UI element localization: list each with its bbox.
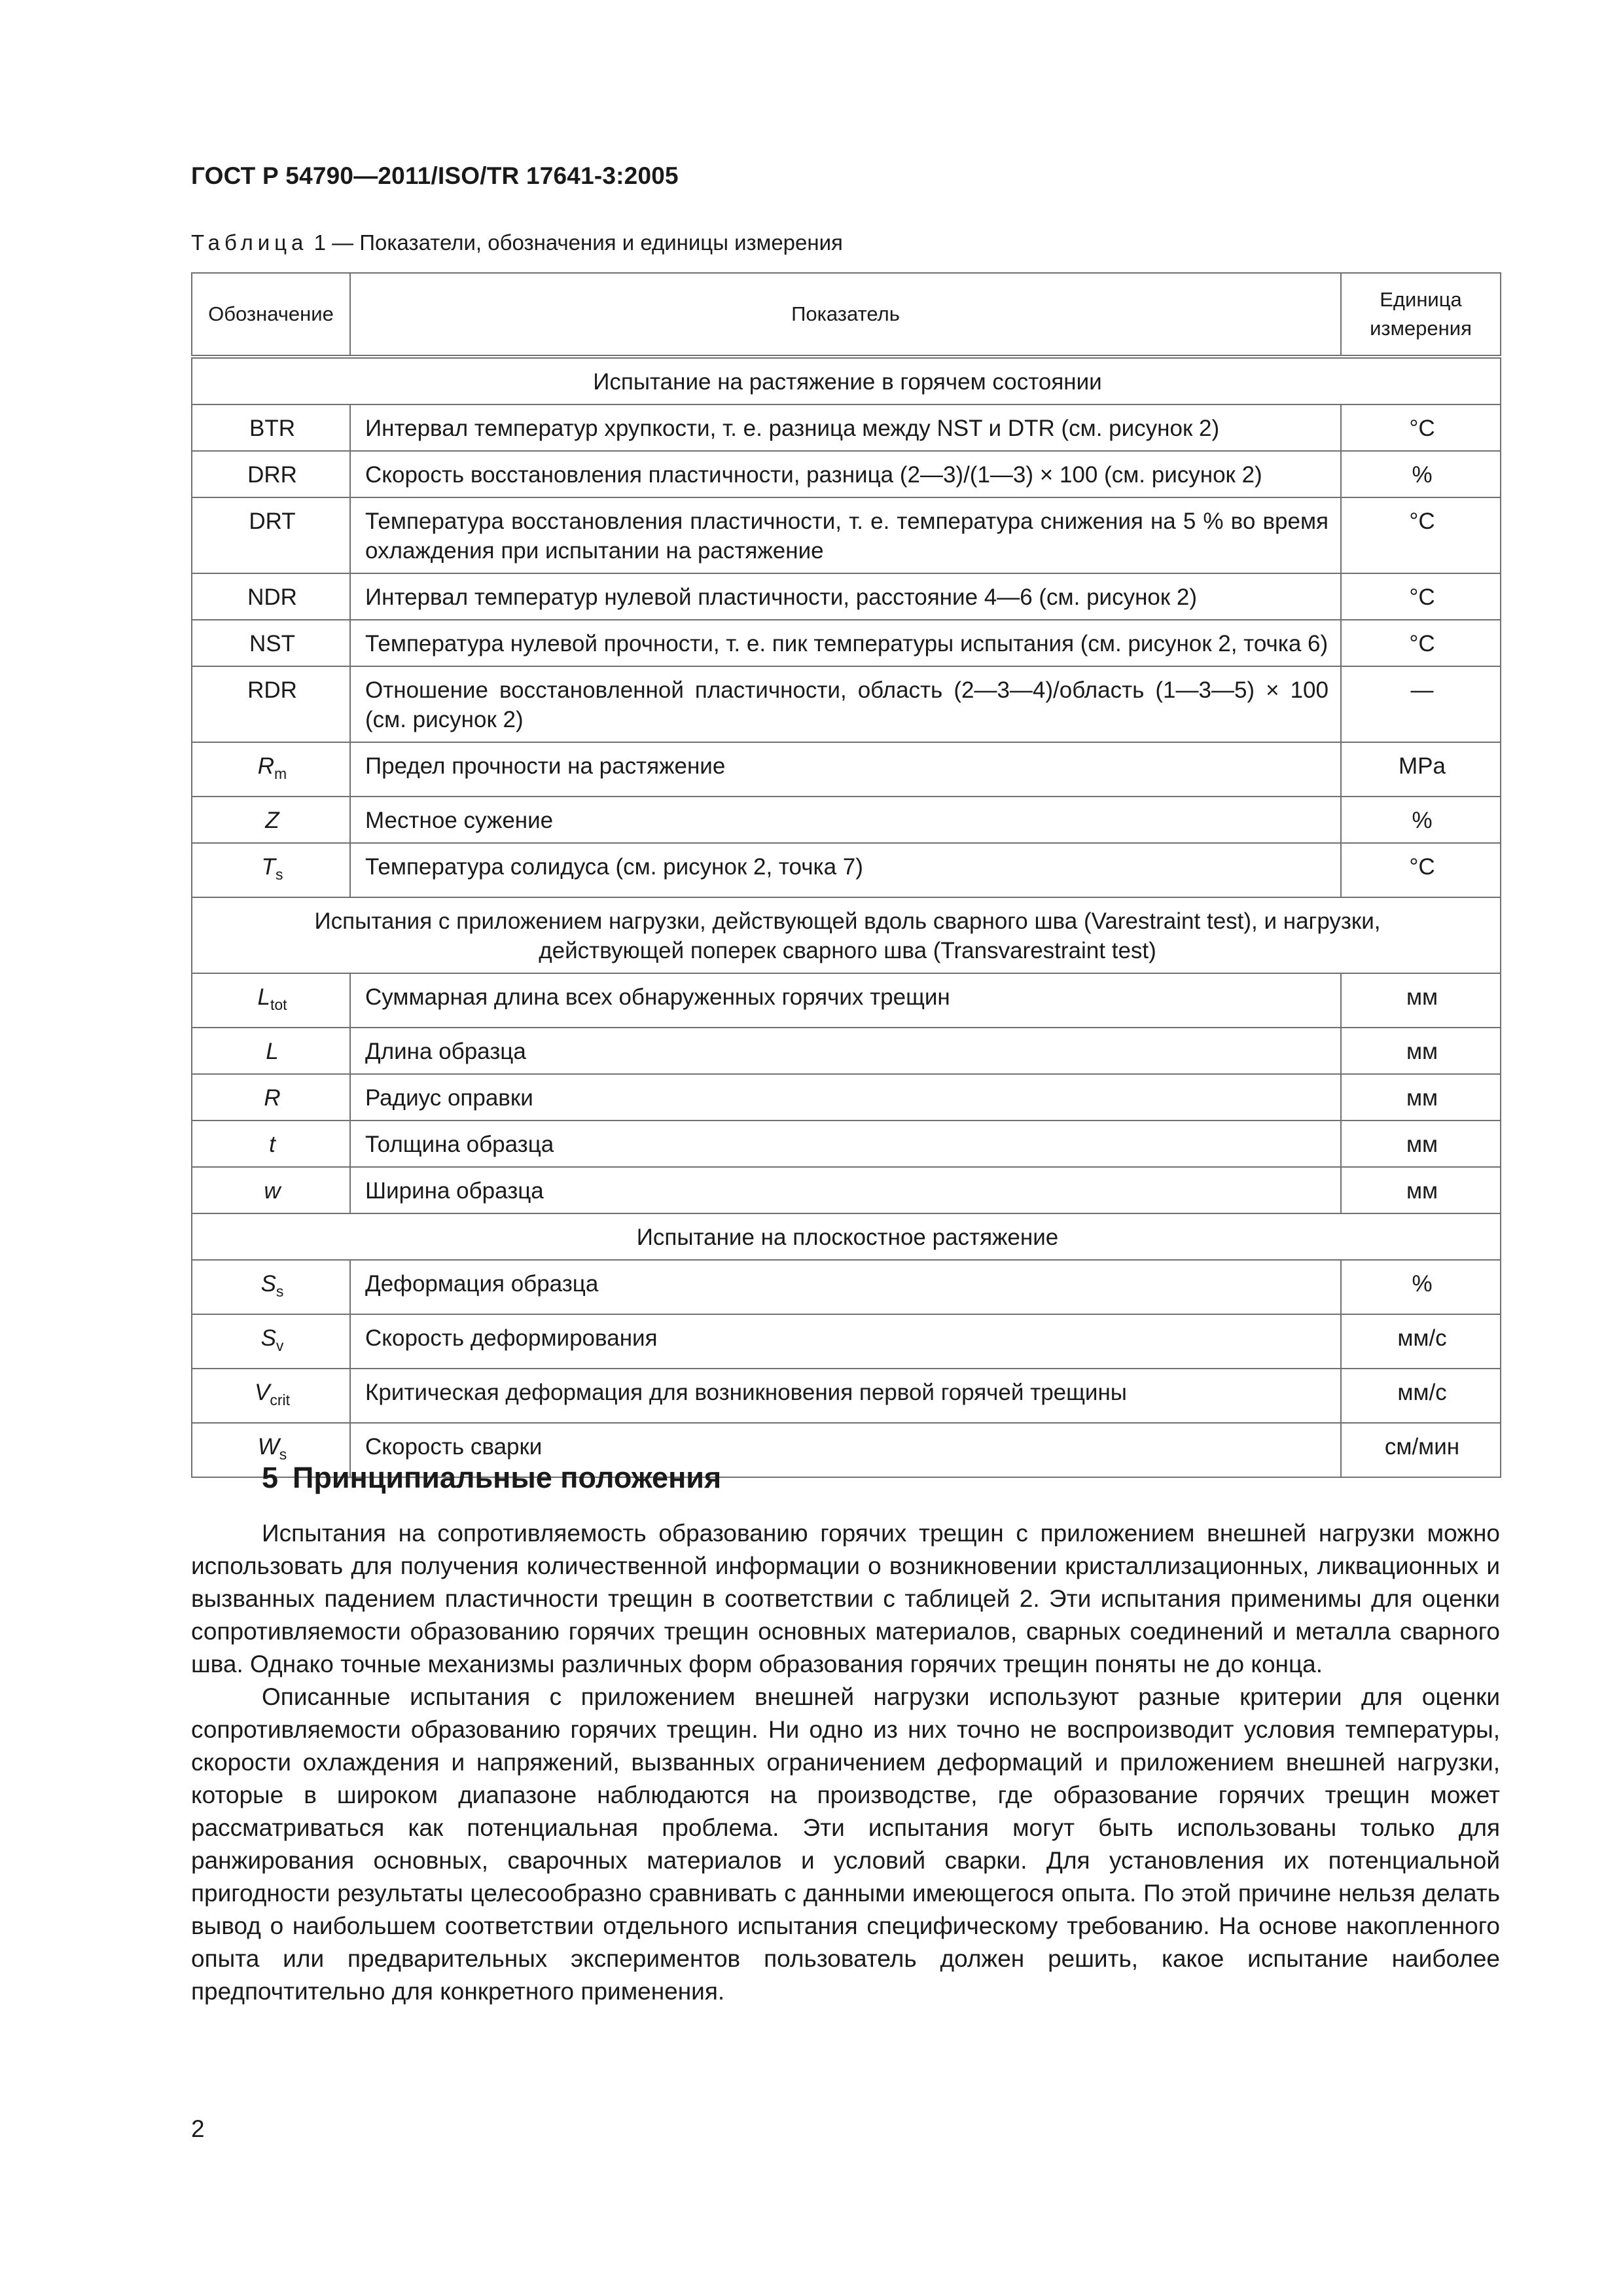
symbol: DRR [247,462,297,488]
description-cell: Температура восстановления пластичности, т. е. температура снижения на 5 % во время охлаждения при испытании на растяжение [350,497,1341,573]
table-section-title [192,897,1501,973]
section-title-line: Испытание на растяжение в горячем состоянии [593,369,1102,395]
unit-cell: MPa [1341,742,1501,797]
description-cell: Интервал температур нулевой пластичности, расстояние 4—6 (см. рисунок 2) [350,573,1341,620]
section-title-line: Испытания с приложением нагрузки, действующей вдоль сварного шва (Varestraint test), и нагрузки, [314,908,1381,934]
symbol: T [261,854,276,880]
symbol: Z [265,808,279,833]
unit-cell: °C [1341,573,1501,620]
symbol: NDR [247,584,297,610]
header-unit [1341,273,1501,357]
symbol-subscript: s [275,866,283,883]
section-heading [262,1461,721,1495]
symbol: S [260,1325,276,1351]
table-caption-text: 1 — Показатели, обозначения и единицы измерения [313,230,843,255]
table-row [192,1074,1501,1121]
symbol-cell [192,797,350,843]
table-section-title [192,357,1501,404]
unit-cell: мм [1341,1167,1501,1213]
unit-cell: °C [1341,843,1501,897]
header-symbol: Обозначение [192,273,350,357]
section-body [191,1517,1500,2008]
table-caption [191,230,843,255]
symbol-cell [192,843,350,897]
description-cell: Толщина образца [350,1121,1341,1167]
table-row [192,742,1501,797]
symbol: DRT [249,509,296,534]
unit-cell: мм [1341,973,1501,1028]
table-row [192,973,1501,1028]
unit-cell: % [1341,797,1501,843]
description-cell: Суммарная длина всех обнаруженных горячих трещин [350,973,1341,1028]
table-row [192,1121,1501,1167]
description-cell: Радиус оправки [350,1074,1341,1121]
symbol: L [257,984,270,1010]
description-cell: Скорость восстановления пластичности, разница (2—3)/(1—3) × 100 (см. рисунок 2) [350,451,1341,497]
table-row [192,573,1501,620]
table-row [192,1028,1501,1074]
symbol-subscript: v [276,1337,284,1354]
symbol-subscript: s [279,1446,287,1463]
table-row [192,1167,1501,1213]
page-number: 2 [191,2115,205,2142]
section-title-line: Испытание на плоскостное растяжение [636,1225,1059,1250]
unit-cell: °C [1341,497,1501,573]
symbol-cell [192,497,350,573]
description-cell: Длина образца [350,1028,1341,1074]
symbol: NST [249,631,295,656]
table-section-row [192,357,1501,404]
symbol-cell [192,1314,350,1369]
unit-cell: — [1341,666,1501,742]
symbol-cell [192,1121,350,1167]
symbol: W [257,1434,279,1460]
unit-cell: % [1341,1260,1501,1314]
section-title: Принципиальные положения [293,1461,722,1494]
table-caption-label: Таблица [191,230,308,255]
table-row [192,666,1501,742]
symbol-cell [192,1074,350,1121]
table-row [192,404,1501,451]
unit-cell: °C [1341,620,1501,666]
symbol: BTR [249,416,295,441]
description-cell: Деформация образца [350,1260,1341,1314]
unit-cell: мм [1341,1121,1501,1167]
symbol-cell [192,1167,350,1213]
symbol-subscript: tot [270,996,287,1013]
description-cell: Предел прочности на растяжение [350,742,1341,797]
symbol-cell [192,973,350,1028]
table-header-row [192,273,1501,357]
description-cell: Скорость сварки [350,1423,1341,1477]
table-row [192,1260,1501,1314]
table-row [192,497,1501,573]
header-unit-line2: измерения [1370,317,1472,340]
symbol: S [260,1271,276,1297]
table-section-title [192,1213,1501,1260]
symbol-cell [192,404,350,451]
symbol-cell [192,620,350,666]
document-header: ГОСТ Р 54790—2011/ISO/TR 17641-3:2005 [191,162,679,189]
symbol-cell [192,451,350,497]
section-number: 5 [262,1461,279,1494]
description-cell: Критическая деформация для возникновения первой горячей трещины [350,1369,1341,1423]
description-cell: Отношение восстановленной пластичности, область (2—3—4)/область (1—3—5) × 100 (см. рисунок 2) [350,666,1341,742]
description-cell: Температура нулевой прочности, т. е. пик температуры испытания (см. рисунок 2, точка 6) [350,620,1341,666]
symbol: R [264,1085,281,1111]
paragraph: Описанные испытания с приложением внешней нагрузки используют разные критерии для оценки сопротивляемости образованию горячих трещин. Ни одно из них точно не воспроизводит условия температуры, скорости охлаждения и напряжений, вызванных ограничением деформаций и приложением внешней нагрузки, которые в широком диапазоне наблюдаются на производстве, где образование горячих трещин может рассматриваться как потенциальная проблема. Эти испытания могут быть использованы только для ранжирования основных, сварочных материалов и условий сварки. Для установления их потенциальной пригодности результаты целесообразно сравнивать с данными имеющегося опыта. По этой причине нельзя делать вывод о наибольшем соответствии отдельного испытания специфическому требованию. На основе накопленного опыта или предварительных экспериментов пользователь должен решить, какое испытание наиболее предпочтительно для конкретного применения. [191,1683,1500,2005]
table-row [192,1314,1501,1369]
table-row [192,620,1501,666]
header-indicator: Показатель [350,273,1341,357]
description-cell: Температура солидуса (см. рисунок 2, точка 7) [350,843,1341,897]
symbol: L [266,1039,279,1064]
symbol-subscript: m [274,765,287,782]
symbol-subscript: crit [270,1391,291,1408]
table-section-row [192,897,1501,973]
symbol-cell [192,1028,350,1074]
description-cell: Скорость деформирования [350,1314,1341,1369]
unit-cell: % [1341,451,1501,497]
symbol-cell [192,742,350,797]
symbol-subscript: s [276,1283,284,1300]
description-cell: Ширина образца [350,1167,1341,1213]
unit-cell: мм/с [1341,1369,1501,1423]
table-row [192,451,1501,497]
table-row [192,797,1501,843]
symbols-table [191,272,1501,1478]
paragraph: Испытания на сопротивляемость образованию горячих трещин с приложением внешней нагрузки можно использовать для получения количественной информации о возникновении кристаллизационных, ликвационных и вызванных падением пластичности трещин в соответствии с таблицей 2. Эти испытания применимы для оценки сопротивляемости образованию горячих трещин основных материалов, сварных соединений и металла сварного шва. Однако точные механизмы различных форм образования горячих трещин поняты не до конца. [191,1520,1500,1677]
table-row [192,1369,1501,1423]
header-unit-line1: Единица [1380,288,1462,311]
unit-cell: мм [1341,1074,1501,1121]
unit-cell: мм [1341,1028,1501,1074]
symbol: w [264,1178,281,1204]
symbol-cell [192,573,350,620]
symbol-cell [192,1369,350,1423]
symbol: V [254,1380,270,1405]
table-row [192,843,1501,897]
description-cell: Местное сужение [350,797,1341,843]
symbol-cell [192,666,350,742]
symbol: RDR [247,677,297,703]
symbol-cell [192,1260,350,1314]
symbol: t [269,1132,276,1157]
unit-cell: мм/с [1341,1314,1501,1369]
section-title-line: действующей поперек сварного шва (Transvarestraint test) [539,938,1156,963]
table-body [192,357,1501,1477]
unit-cell: см/мин [1341,1423,1501,1477]
symbol: R [257,753,275,779]
description-cell: Интервал температур хрупкости, т. е. разница между NST и DTR (см. рисунок 2) [350,404,1341,451]
unit-cell: °C [1341,404,1501,451]
table-section-row [192,1213,1501,1260]
